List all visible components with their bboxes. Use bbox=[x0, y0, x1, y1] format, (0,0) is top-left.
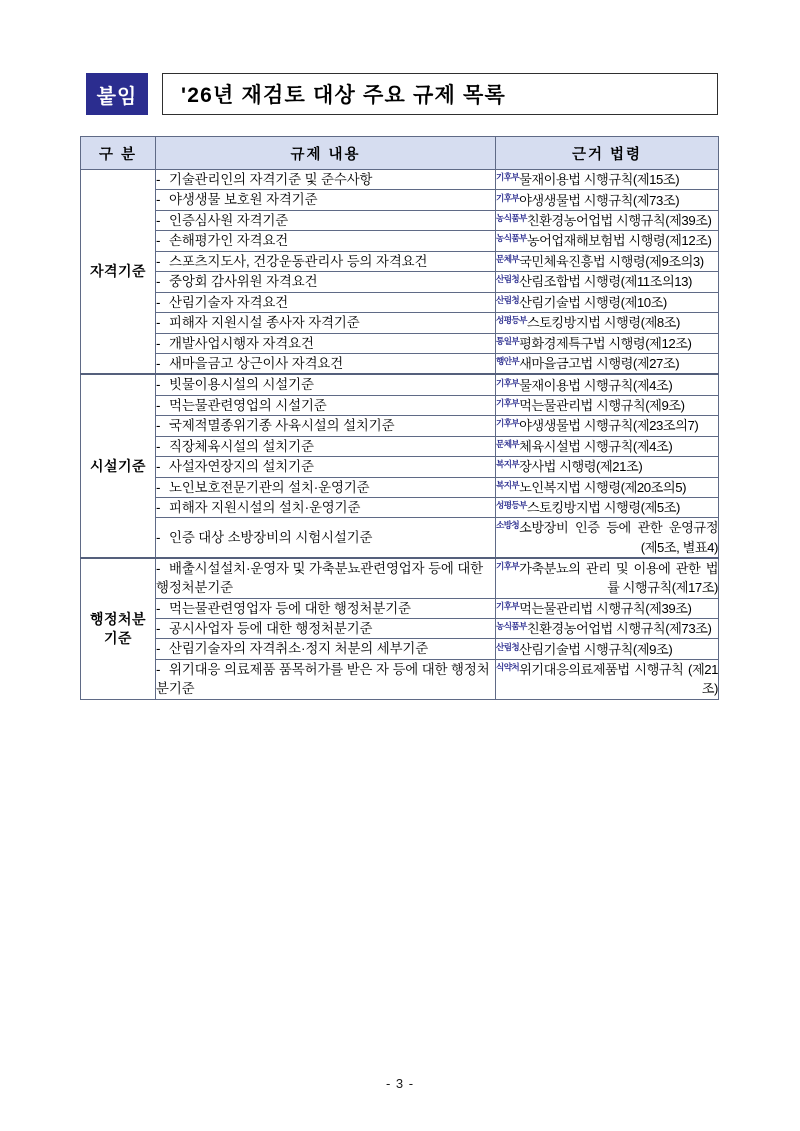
table-row bbox=[81, 477, 719, 497]
section-label-1: 자격기준 bbox=[81, 170, 156, 375]
legal-basis bbox=[496, 457, 719, 477]
table-row bbox=[81, 374, 719, 395]
bullet-dash: - bbox=[156, 172, 161, 187]
table-row bbox=[81, 231, 719, 251]
bullet-dash: - bbox=[156, 397, 161, 413]
legal-basis bbox=[496, 639, 719, 659]
table-row bbox=[81, 251, 719, 271]
table-row bbox=[81, 457, 719, 477]
regulation-content bbox=[156, 170, 496, 190]
regulation-content-text: 인증 대상 소방장비의 시험시설기준 bbox=[169, 529, 373, 545]
ministry-tag: 산림청 bbox=[496, 641, 520, 652]
table-row bbox=[81, 598, 719, 618]
regulation-content bbox=[156, 395, 496, 415]
regulation-content-text: 피해자 지원시설 종사자 자격기준 bbox=[169, 315, 360, 331]
bullet-dash: - bbox=[156, 212, 161, 228]
section-label-line: 행정처분 bbox=[89, 610, 147, 627]
table-header-row bbox=[81, 137, 719, 170]
column-header-content: 규제 내용 bbox=[156, 137, 496, 170]
regulation-content bbox=[156, 477, 496, 497]
regulation-content bbox=[156, 518, 496, 558]
table-body bbox=[81, 170, 719, 700]
legal-basis bbox=[496, 416, 719, 436]
regulation-content bbox=[156, 313, 496, 333]
bullet-dash: - bbox=[156, 438, 161, 454]
legal-basis bbox=[496, 436, 719, 456]
bullet-dash: - bbox=[156, 641, 161, 657]
table-row bbox=[81, 333, 719, 353]
ministry-tag: 성평등부 bbox=[496, 315, 527, 326]
table-row bbox=[81, 313, 719, 333]
legal-basis-text: 산림기술법 시행령(제10조) bbox=[519, 294, 667, 310]
regulation-content bbox=[156, 374, 496, 395]
regulation-content bbox=[156, 231, 496, 251]
legal-basis bbox=[496, 353, 719, 374]
bullet-dash: - bbox=[156, 418, 161, 434]
column-header-law: 근거 법령 bbox=[496, 137, 719, 170]
table-row bbox=[81, 436, 719, 456]
regulation-table-wrapper bbox=[80, 136, 718, 700]
legal-basis bbox=[496, 272, 719, 292]
ministry-tag: 식약처 bbox=[496, 662, 520, 673]
legal-basis-text: 먹는물관리법 시행규칙(제9조) bbox=[519, 397, 685, 413]
regulation-content bbox=[156, 251, 496, 271]
legal-basis-text: 산림조합법 시행령(제11조의13) bbox=[519, 274, 692, 290]
bullet-dash: - bbox=[156, 621, 161, 637]
ministry-tag: 기후부 bbox=[496, 397, 520, 408]
regulation-content bbox=[156, 659, 496, 699]
ministry-tag: 복지부 bbox=[496, 459, 520, 470]
regulation-content-text: 먹는물관련영업의 시설기준 bbox=[169, 397, 327, 413]
column-header-division: 구 분 bbox=[81, 137, 156, 170]
attachment-badge bbox=[86, 73, 148, 115]
legal-basis-text: 물재이용법 시행규칙(제4조) bbox=[519, 377, 673, 393]
ministry-tag: 기후부 bbox=[496, 600, 520, 611]
table-row bbox=[81, 210, 719, 230]
legal-basis bbox=[496, 518, 719, 558]
legal-basis-text: 야생생물법 시행규칙(제73조) bbox=[519, 192, 680, 208]
bullet-dash: - bbox=[156, 233, 161, 249]
legal-basis bbox=[496, 210, 719, 230]
document-title-box bbox=[162, 73, 718, 115]
ministry-tag: 산림청 bbox=[496, 274, 520, 285]
legal-basis bbox=[496, 395, 719, 415]
regulation-content-text: 야생생물 보호원 자격기준 bbox=[169, 192, 318, 208]
regulation-content-text: 노인보호전문기관의 설치·운영기준 bbox=[169, 479, 370, 495]
legal-basis-text: 장사법 시행령(제21조) bbox=[519, 459, 643, 475]
legal-basis bbox=[496, 498, 719, 518]
legal-basis-text: 노인복지법 시행령(제20조의5) bbox=[519, 479, 687, 495]
legal-basis-text: 산림기술법 시행규칙(제9조) bbox=[519, 641, 673, 657]
regulation-content-text: 먹는물관련영업자 등에 대한 행정처분기준 bbox=[169, 600, 411, 616]
bullet-dash: - bbox=[156, 274, 161, 290]
ministry-tag: 행안부 bbox=[496, 356, 520, 367]
regulation-content-text: 기술관리인의 자격기준 및 준수사항 bbox=[169, 172, 373, 187]
ministry-tag: 기후부 bbox=[496, 418, 520, 429]
table-row bbox=[81, 498, 719, 518]
ministry-tag: 문체부 bbox=[496, 253, 520, 264]
regulation-content bbox=[156, 619, 496, 639]
regulation-content bbox=[156, 333, 496, 353]
bullet-dash: - bbox=[156, 192, 161, 208]
legal-basis bbox=[496, 292, 719, 312]
legal-basis bbox=[496, 313, 719, 333]
regulation-content bbox=[156, 210, 496, 230]
regulation-content bbox=[156, 498, 496, 518]
legal-basis bbox=[496, 659, 719, 699]
regulation-content-text: 직장체육시설의 설치기준 bbox=[169, 438, 314, 454]
regulation-content bbox=[156, 292, 496, 312]
table-row bbox=[81, 292, 719, 312]
legal-basis bbox=[496, 190, 719, 210]
regulation-content bbox=[156, 558, 496, 598]
regulation-content-text: 사설자연장지의 설치기준 bbox=[169, 459, 314, 475]
table-row bbox=[81, 659, 719, 699]
ministry-tag: 기후부 bbox=[496, 561, 520, 572]
legal-basis bbox=[496, 598, 719, 618]
legal-basis-text: 스토킹방지법 시행령(제8조) bbox=[526, 315, 680, 331]
bullet-dash: - bbox=[156, 500, 161, 515]
regulation-table bbox=[80, 136, 719, 700]
bullet-dash: - bbox=[156, 335, 161, 351]
legal-basis-text: 가축분뇨의 관리 및 이용에 관한 법률 시행규칙(제17조) bbox=[519, 561, 718, 596]
bullet-dash: - bbox=[156, 661, 161, 677]
attachment-badge-label: 붙임 bbox=[96, 85, 138, 108]
legal-basis-text: 먹는물관리법 시행규칙(제39조) bbox=[519, 600, 692, 616]
regulation-content bbox=[156, 272, 496, 292]
page-title: '26년 재검토 대상 주요 규제 목록 bbox=[181, 84, 506, 107]
regulation-content-text: 개발사업시행자 자격요건 bbox=[169, 335, 314, 351]
regulation-content-text: 중앙회 감사위원 자격요건 bbox=[169, 274, 318, 290]
legal-basis-text: 체육시설법 시행규칙(제4조) bbox=[519, 438, 673, 454]
regulation-content-text: 국제적멸종위기종 사육시설의 설치기준 bbox=[169, 418, 395, 434]
bullet-dash: - bbox=[156, 253, 161, 269]
table-row bbox=[81, 170, 719, 190]
ministry-tag: 농식품부 bbox=[496, 213, 527, 224]
table-row bbox=[81, 353, 719, 374]
regulation-content-text: 빗물이용시설의 시설기준 bbox=[169, 377, 314, 393]
regulation-content bbox=[156, 190, 496, 210]
bullet-dash: - bbox=[156, 600, 161, 616]
regulation-content-text: 피해자 지원시설의 설치·운영기준 bbox=[169, 500, 361, 515]
regulation-content-text: 산림기술자 자격요건 bbox=[169, 294, 289, 310]
legal-basis bbox=[496, 619, 719, 639]
ministry-tag: 통일부 bbox=[496, 335, 520, 346]
regulation-content bbox=[156, 353, 496, 374]
bullet-dash: - bbox=[156, 529, 161, 545]
table-row bbox=[81, 416, 719, 436]
legal-basis-text: 스토킹방지법 시행령(제5조) bbox=[526, 500, 680, 516]
regulation-content bbox=[156, 436, 496, 456]
ministry-tag: 산림청 bbox=[496, 294, 520, 305]
legal-basis-text: 물재이용법 시행규칙(제15조) bbox=[519, 172, 680, 188]
bullet-dash: - bbox=[156, 459, 161, 475]
section-label-3 bbox=[81, 558, 156, 700]
table-row bbox=[81, 395, 719, 415]
section-label-2: 시설기준 bbox=[81, 374, 156, 557]
regulation-content-text: 새마을금고 상근이사 자격요건 bbox=[169, 355, 344, 371]
ministry-tag: 문체부 bbox=[496, 438, 520, 449]
legal-basis-text: 야생생물법 시행규칙(제23조의7) bbox=[519, 418, 699, 434]
attachment-header bbox=[86, 73, 718, 115]
legal-basis-text: 국민체육진흥법 시행령(제9조의3) bbox=[519, 253, 704, 269]
ministry-tag: 소방청 bbox=[496, 520, 520, 531]
regulation-content-text: 공시사업자 등에 대한 행정처분기준 bbox=[169, 621, 373, 637]
bullet-dash: - bbox=[156, 294, 161, 310]
legal-basis-text: 평화경제특구법 시행령(제12조) bbox=[519, 335, 692, 351]
regulation-content bbox=[156, 598, 496, 618]
legal-basis bbox=[496, 374, 719, 395]
regulation-content-text: 인증심사원 자격기준 bbox=[169, 212, 289, 228]
page-number: - 3 - bbox=[385, 1076, 415, 1091]
regulation-content bbox=[156, 457, 496, 477]
table-row bbox=[81, 190, 719, 210]
table-row bbox=[81, 518, 719, 558]
legal-basis-text: 농어업재해보험법 시행령(제12조) bbox=[526, 233, 712, 249]
ministry-tag: 기후부 bbox=[496, 377, 520, 388]
legal-basis-text: 소방장비 인증 등에 관한 운영규정(제5조, 별표4) bbox=[519, 520, 718, 555]
legal-basis-text: 새마을금고법 시행령(제27조) bbox=[519, 356, 680, 372]
legal-basis-text: 친환경농어업법 시행규칙(제39조) bbox=[526, 213, 712, 229]
ministry-tag: 기후부 bbox=[496, 172, 520, 183]
table-row bbox=[81, 619, 719, 639]
legal-basis bbox=[496, 251, 719, 271]
regulation-content-text: 손해평가인 자격요건 bbox=[169, 233, 289, 249]
regulation-content-text: 산림기술자의 자격취소·정지 처분의 세부기준 bbox=[169, 641, 429, 657]
legal-basis bbox=[496, 333, 719, 353]
ministry-tag: 농식품부 bbox=[496, 233, 527, 244]
legal-basis bbox=[496, 170, 719, 190]
table-row bbox=[81, 558, 719, 598]
bullet-dash: - bbox=[156, 377, 161, 393]
bullet-dash: - bbox=[156, 560, 161, 576]
ministry-tag: 복지부 bbox=[496, 479, 520, 490]
ministry-tag: 농식품부 bbox=[496, 621, 527, 632]
legal-basis-text: 친환경농어업법 시행규칙(제73조) bbox=[526, 621, 712, 637]
bullet-dash: - bbox=[156, 355, 161, 371]
ministry-tag: 기후부 bbox=[496, 192, 520, 203]
section-label-line: 기준 bbox=[103, 629, 133, 646]
regulation-content bbox=[156, 639, 496, 659]
legal-basis-text: 위기대응의료제품법 시행규칙 (제21조) bbox=[519, 662, 718, 697]
regulation-content-text: 배출시설설치·운영자 및 가축분뇨관련영업자 등에 대한 행정처분기준 bbox=[156, 560, 484, 596]
legal-basis bbox=[496, 231, 719, 251]
regulation-content-text: 스포츠지도사, 건강운동관리사 등의 자격요건 bbox=[169, 253, 428, 269]
ministry-tag: 성평등부 bbox=[496, 500, 527, 511]
regulation-content bbox=[156, 416, 496, 436]
table-head bbox=[81, 137, 719, 170]
legal-basis bbox=[496, 558, 719, 598]
bullet-dash: - bbox=[156, 315, 161, 331]
table-row bbox=[81, 639, 719, 659]
regulation-content-text: 위기대응 의료제품 품목허가를 받은 자 등에 대한 행정처분기준 bbox=[156, 661, 490, 697]
bullet-dash: - bbox=[156, 479, 161, 495]
table-row bbox=[81, 272, 719, 292]
legal-basis bbox=[496, 477, 719, 497]
